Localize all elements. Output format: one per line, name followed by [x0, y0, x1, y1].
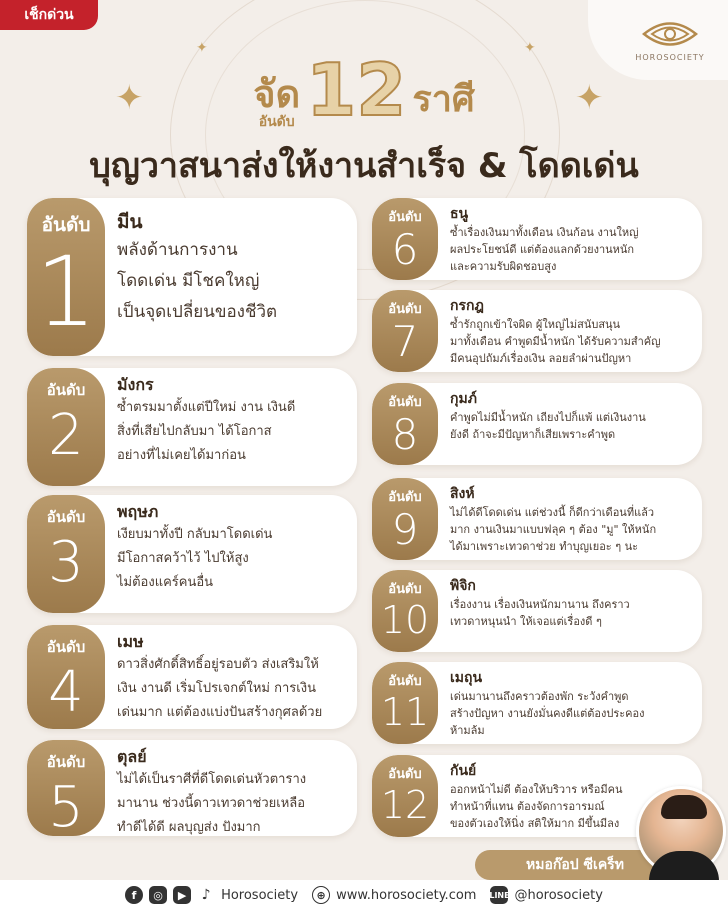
ranking-card [372, 198, 702, 280]
sign-description-line: มานาน ช่วงนี้ดาวเทวดาช่วยเหลือ [117, 796, 306, 811]
sign-name: กรกฎ [450, 298, 484, 314]
rank-number: 1 [35, 236, 97, 348]
rank-number: 6 [391, 225, 419, 274]
sign-name: เมษ [117, 632, 144, 651]
ranking-card [372, 570, 702, 652]
rank-badge [372, 198, 438, 280]
rank-badge [27, 625, 105, 729]
rank-badge [372, 383, 438, 465]
ranking-card [27, 740, 357, 836]
rank-badge [27, 198, 105, 356]
ranking-card [372, 478, 702, 560]
corner-tag: เช็กด่วน [0, 0, 98, 30]
rank-badge [27, 740, 105, 836]
sign-description-line: ไม่ได้เป็นราศีที่ดีโดดเด่นหัวตาราง [117, 772, 307, 787]
ranking-card [372, 383, 702, 465]
sign-description-line: สิ่งที่เสียไปกลับมา ได้โอกาส [117, 424, 272, 439]
ranking-card [27, 625, 357, 729]
website-link[interactable]: www.horosociety.com [336, 887, 477, 903]
rank-label: อันดับ [388, 490, 422, 505]
sign-description-line: สร้างปัญหา งานยังมั่นคงดีแต่ต้องประคอง [450, 707, 645, 720]
sign-description-line: เด่นมาก แต่ต้องแบ่งปันสร้างกุศลด้วย [117, 705, 323, 720]
sign-description-line: ซ้ำรักถูกเข้าใจผิด ผู้ใหญ่ไม่สนับสนุน [450, 318, 621, 331]
rank-label: อันดับ [46, 381, 86, 399]
sign-description-line: เป็นจุดเปลี่ยนของชีวิต [117, 302, 278, 322]
rank-label: อันดับ [388, 302, 422, 317]
sign-name: เมถุน [450, 670, 483, 686]
rank-label: อันดับ [41, 214, 91, 236]
author-name: หมอก๊อป ซีเคร็ท [475, 850, 675, 880]
sign-name: มังกร [117, 375, 154, 394]
rank-number: 5 [48, 775, 84, 836]
sign-description-line: เรื่องงาน เรื่องเงินหนักมานาน ถึงคราว [450, 598, 630, 611]
sign-description-line: อย่างที่ไม่เคยได้มาก่อน [117, 448, 246, 463]
rank-badge [27, 368, 105, 486]
rank-number: 8 [391, 410, 419, 459]
sign-description-line: เด่นมานานถึงคราวต้องพัก ระวังคำพูด [450, 690, 629, 703]
sign-description-line: มาก งานเงินมาแบบฟลุค ๆ ต้อง "มู" ให้หนัก [450, 523, 657, 536]
rank-number: 2 [48, 403, 84, 468]
brand-name: HOROSOCIETY [635, 52, 705, 62]
sign-description-line: มีคนอุปถัมภ์เรื่องเงิน ลอยลำผ่านปัญหา [450, 352, 632, 365]
sign-description-line: ไม่ได้ดีโดดเด่น แต่ช่วงนี้ ก็ดีกว่าเดือนที่แล้ว [450, 506, 655, 519]
sparkle-icon: ✦ [575, 78, 604, 118]
title-andap: อันดับ [258, 114, 295, 130]
sign-description-line: ห้ามล้ม [450, 724, 485, 737]
ranking-card [372, 290, 702, 372]
sign-description-line: คำพูดไม่มีน้ำหนัก เถียงไปก็แพ้ แต่เงินงาน [450, 411, 646, 424]
sign-description-line: ซ้ำตรมมาตั้งแต่ปีใหม่ งาน เงินดี [117, 400, 296, 415]
tiktok-icon[interactable]: ♪ [197, 886, 215, 904]
rank-number: 4 [48, 660, 84, 725]
sparkle-icon: ✦ [524, 40, 536, 56]
page-subtitle: บุญวาสนาส่งให้งานสำเร็จ & โดดเด่น [89, 146, 639, 186]
globe-icon: ⊕ [312, 886, 330, 904]
sign-name: สิงห์ [450, 486, 475, 502]
sign-description-line: ยังดี ถ้าจะมีปัญหาก็เสียเพราะคำพูด [450, 428, 616, 441]
line-icon: LINE [490, 886, 508, 904]
sign-description-line: มาทั้งเดือน คำพูดมีน้ำหนัก ได้รับความสำคัญ [450, 335, 661, 348]
rank-number: 7 [391, 317, 419, 366]
sign-name: ตุลย์ [117, 747, 147, 766]
ranking-card [27, 495, 357, 613]
sign-description-line: ได้มาเพราะเทวดาช่วย ทำบุญเยอะ ๆ นะ [450, 540, 639, 553]
rank-label: อันดับ [388, 767, 422, 782]
sign-description-line: ผลประโยชน์ดี แต่ต้องแลกด้วยงานหนัก [450, 243, 635, 256]
rank-number: 10 [380, 598, 430, 642]
facebook-icon[interactable]: f [125, 886, 143, 904]
rank-label: อันดับ [46, 508, 86, 526]
sign-description-line: มีโอกาสคว้าไว้ ไปให้สูง [117, 551, 249, 566]
rank-label: อันดับ [388, 674, 422, 689]
sign-description-line: ของตัวเองให้นิ่ง สติให้มาก มีขึ้นมีลง [450, 817, 620, 830]
rank-badge [372, 662, 438, 744]
sign-description-line: ดาวสิ่งศักดิ์สิทธิ์อยู่รอบตัว ส่งเสริมให้ [117, 657, 319, 672]
ranking-card [27, 368, 357, 486]
title-number: 12 [306, 48, 407, 132]
sign-description-line: ไม่ต้องแคร์คนอื่น [117, 575, 214, 590]
sign-description-line: ทำหน้าที่แทน ต้องจัดการอารมณ์ [450, 800, 605, 813]
rank-badge [372, 755, 438, 837]
sign-description-line: ซ้ำเรื่องเงินมาทั้งเดือน เงินก้อน งานใหญ่ [450, 226, 639, 239]
rank-badge [372, 570, 438, 652]
sign-description-line: เงิน งานดี เริ่มโปรเจกต์ใหม่ การเงิน [117, 681, 316, 696]
sign-name: กันย์ [450, 763, 477, 779]
sparkle-icon: ✦ [196, 40, 208, 56]
rank-label: อันดับ [388, 582, 422, 597]
rank-label: อันดับ [388, 210, 422, 225]
rank-badge [27, 495, 105, 613]
sign-description-line: และความรับผิดชอบสูง [450, 260, 557, 273]
ranking-card [27, 198, 357, 356]
sign-name: มีน [117, 211, 143, 233]
rank-badge [372, 290, 438, 372]
sign-description-line: เงียบมาทั้งปี กลับมาโดดเด่น [117, 527, 273, 542]
rank-label: อันดับ [388, 395, 422, 410]
instagram-icon[interactable]: ◎ [149, 886, 167, 904]
main-title [0, 40, 728, 130]
sign-description-line: เทวดาหนุนนำ ให้เจอแต่เรื่องดี ๆ [450, 615, 602, 628]
footer-bar [0, 880, 728, 910]
sign-name: พฤษภ [117, 502, 159, 521]
youtube-icon[interactable]: ▶ [173, 886, 191, 904]
sign-name: ธนู [450, 206, 469, 222]
sign-description-line: ทำดีได้ดี ผลบุญส่ง ปังมาก [117, 820, 261, 835]
title-jad: จัด [253, 72, 301, 116]
social-handle[interactable]: Horosociety [221, 887, 299, 903]
ranking-card [372, 662, 702, 744]
rank-label: อันดับ [46, 753, 86, 771]
rank-badge [372, 478, 438, 560]
title-rasi: ราศี [412, 79, 475, 120]
rank-number: 11 [380, 690, 430, 734]
rank-label: อันดับ [46, 638, 86, 656]
rank-number: 12 [380, 783, 430, 827]
sign-name: พิจิก [450, 578, 476, 594]
sparkle-icon: ✦ [115, 78, 144, 118]
sign-description-line: พลังด้านการงาน [117, 240, 238, 260]
line-handle[interactable]: @horosociety [514, 887, 603, 903]
sign-description-line: โดดเด่น มีโชคใหญ่ [117, 271, 260, 291]
rank-number: 9 [391, 505, 419, 554]
sign-name: กุมภ์ [450, 391, 477, 407]
author-avatar [636, 786, 726, 876]
sign-description-line: ออกหน้าไม่ดี ต้องให้บริวาร หรือมีคน [450, 783, 623, 796]
rank-number: 3 [48, 530, 84, 595]
